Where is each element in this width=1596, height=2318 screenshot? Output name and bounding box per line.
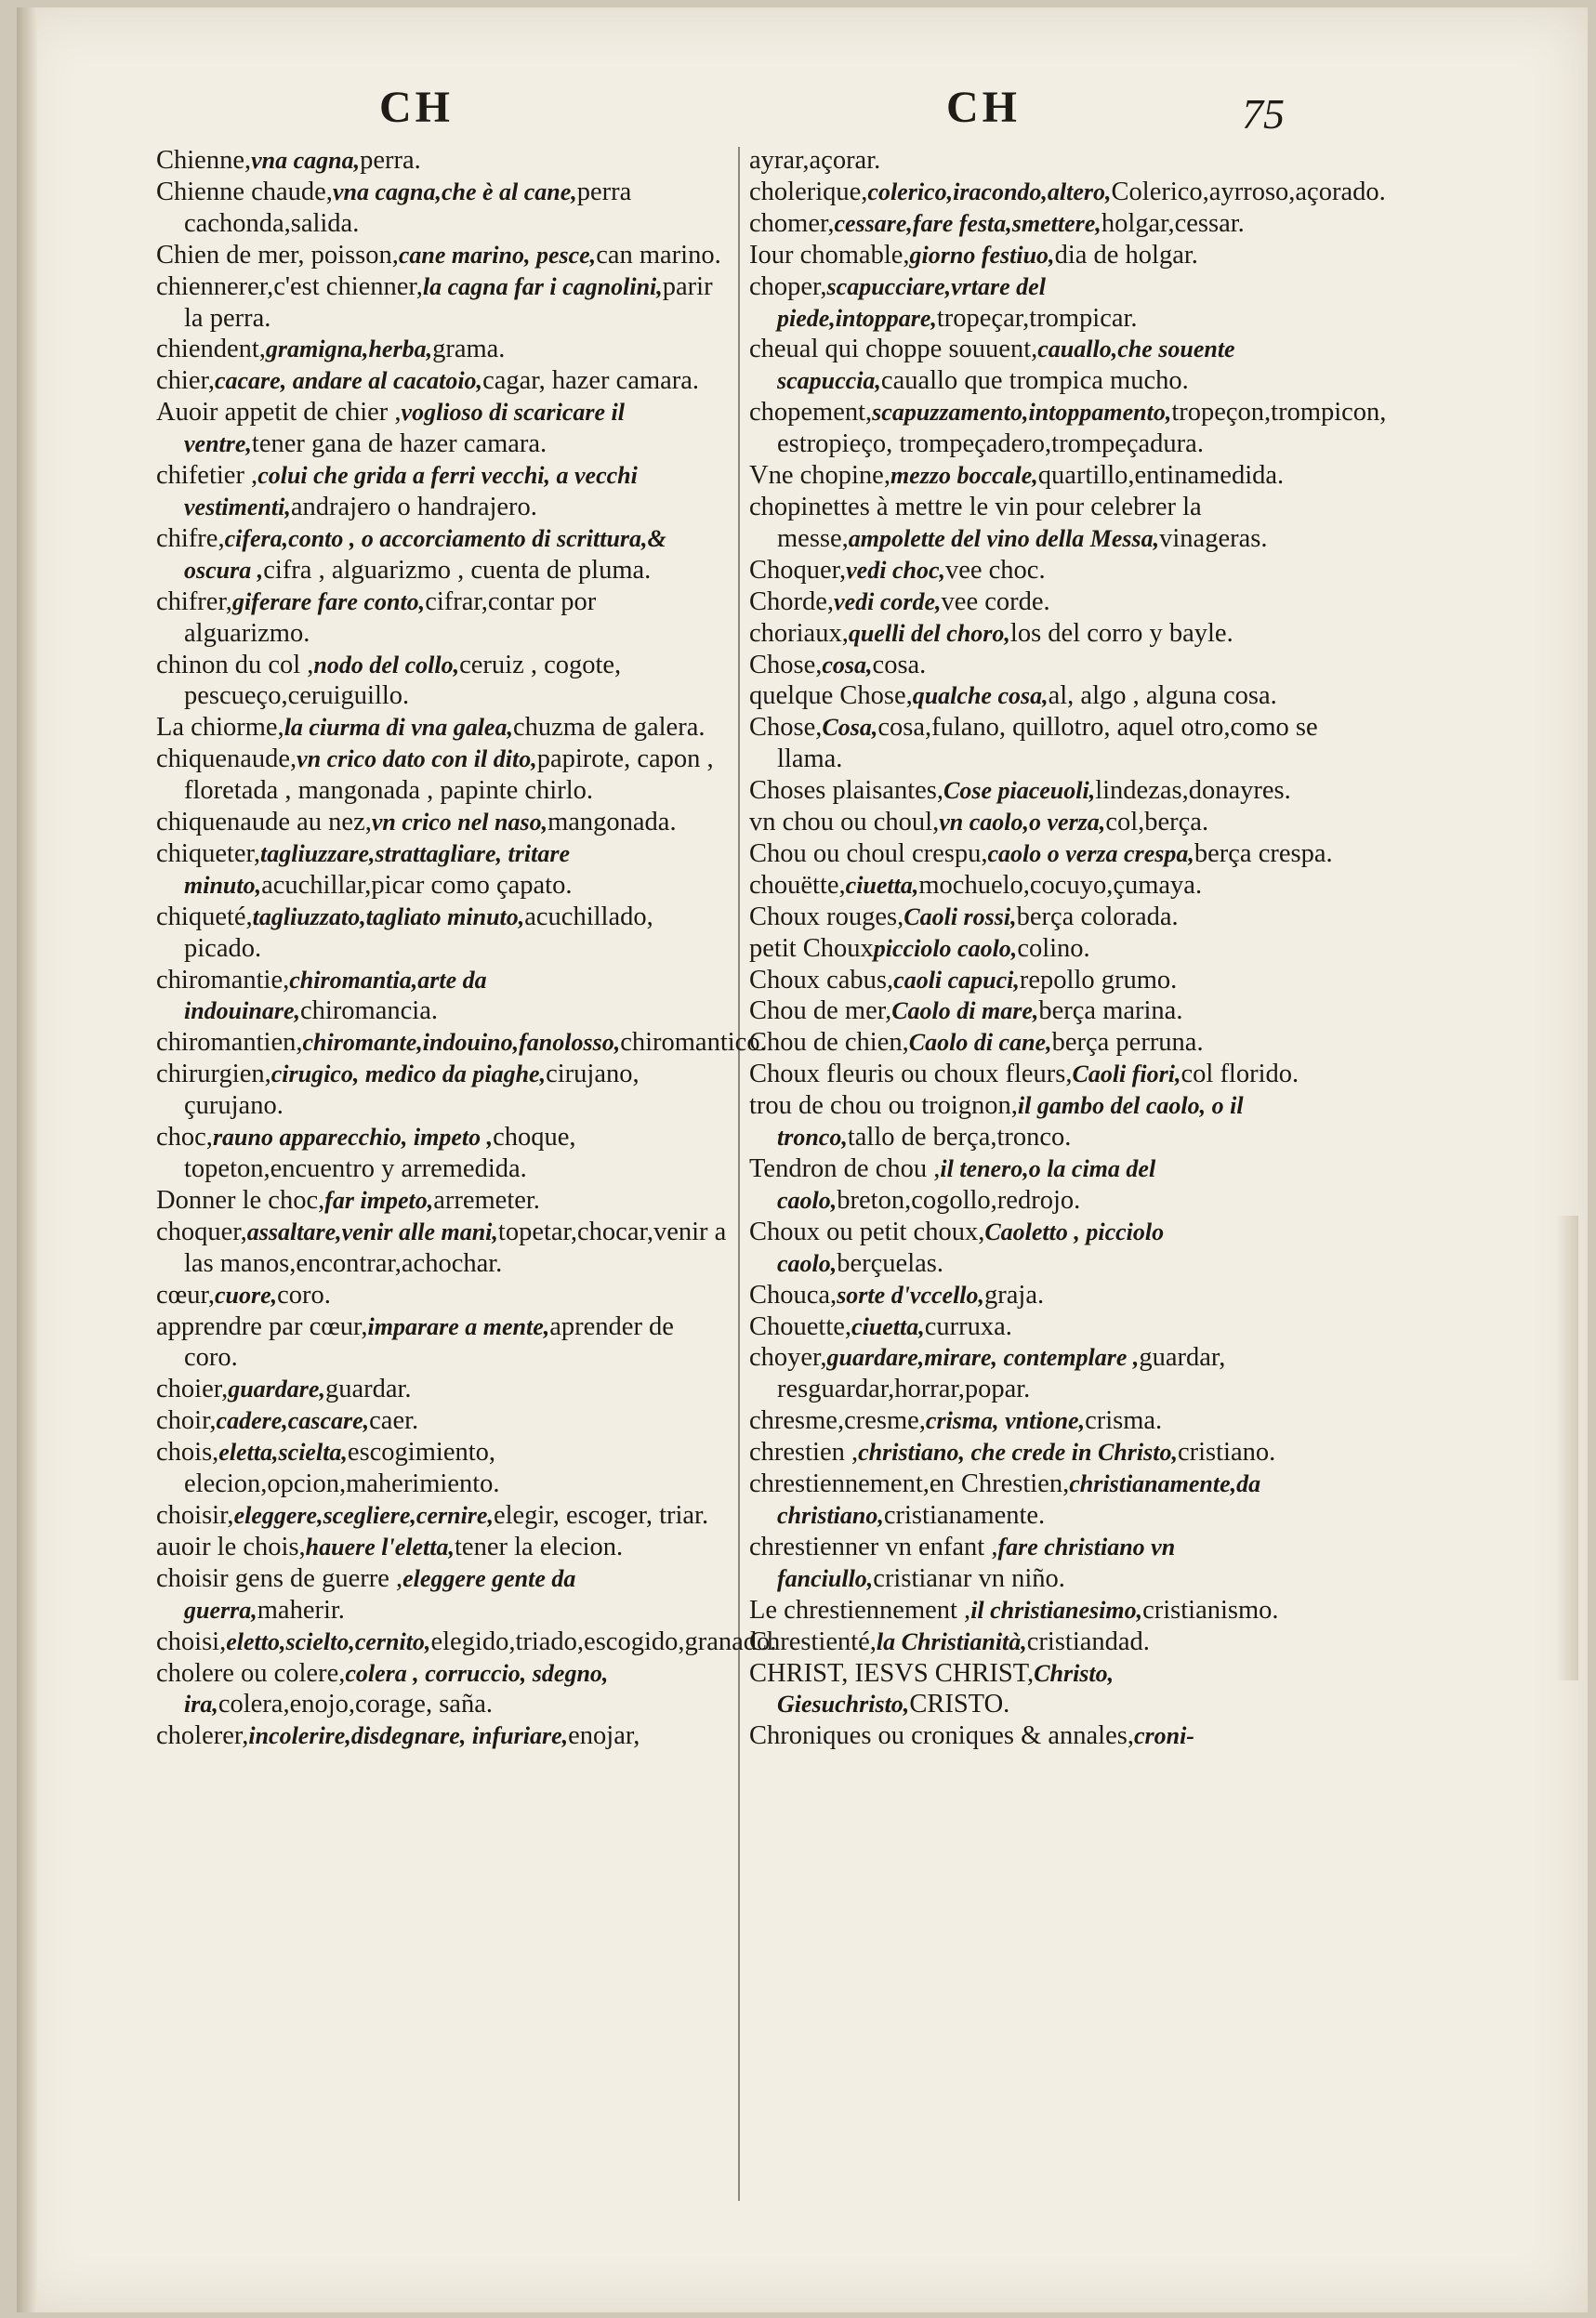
entry-french-term: chomer, bbox=[749, 208, 835, 238]
dictionary-entry bbox=[156, 145, 728, 177]
entry-spanish-gloss: tallo de berça,tronco. bbox=[847, 1123, 1072, 1152]
entry-spanish-gloss: crisma. bbox=[1085, 1406, 1163, 1436]
entry-italian-gloss: guardare, bbox=[228, 1376, 325, 1403]
entry-french-term: Chouca, bbox=[749, 1280, 838, 1310]
entry-french-term: chopinettes à mettre le vin pour celebrer la messe, bbox=[749, 492, 1202, 553]
dictionary-entry bbox=[749, 145, 1335, 177]
entry-french-term: Chou de chien, bbox=[749, 1028, 909, 1058]
dictionary-entry bbox=[749, 1027, 1335, 1059]
running-header bbox=[17, 82, 1588, 147]
entry-spanish-gloss: curruxa. bbox=[924, 1311, 1012, 1341]
entry-italian-gloss: christianamente,da christiano, bbox=[777, 1470, 1261, 1529]
entry-italian-gloss: caoli capuci, bbox=[893, 966, 1020, 994]
entry-italian-gloss: Cosa, bbox=[822, 714, 878, 742]
entry-italian-gloss: cifera,conto , o accorciamento di scrittura,& oscura , bbox=[184, 524, 666, 584]
entry-spanish-gloss: ceruiz , cogote, pescueço,ceruiguillo. bbox=[184, 650, 622, 711]
dictionary-entry bbox=[156, 965, 728, 1028]
dictionary-entry bbox=[156, 1059, 728, 1122]
page-number: 75 bbox=[1242, 90, 1285, 138]
entry-french-term: apprendre par cœur, bbox=[156, 1311, 368, 1341]
entry-french-term: Choux ou petit choux, bbox=[749, 1217, 985, 1246]
entry-french-term: chiromantie, bbox=[156, 965, 290, 994]
entry-french-term: chiquenaude au nez, bbox=[156, 808, 372, 837]
entry-italian-gloss: sorte d'vccello, bbox=[837, 1281, 985, 1309]
header-left-letters: CH bbox=[379, 83, 454, 132]
entry-french-term: choriaux, bbox=[749, 618, 849, 648]
entry-french-term: Chose, bbox=[749, 713, 823, 743]
entry-italian-gloss: cosa, bbox=[822, 651, 873, 678]
dictionary-entry bbox=[156, 902, 728, 965]
entry-italian-gloss: eletto,scielto,cernito, bbox=[226, 1627, 431, 1655]
dictionary-entry bbox=[156, 365, 728, 397]
entry-spanish-gloss: mangonada. bbox=[547, 808, 677, 837]
entry-italian-gloss: guardare,mirare, contemplare , bbox=[826, 1344, 1140, 1372]
entry-french-term: chifre, bbox=[156, 523, 225, 553]
entry-italian-gloss: vn crico dato con il dito, bbox=[297, 745, 537, 773]
entry-spanish-gloss: cosa. bbox=[872, 650, 927, 679]
dictionary-entry bbox=[749, 586, 1335, 618]
dictionary-entry bbox=[156, 397, 728, 460]
dictionary-entry bbox=[156, 712, 728, 744]
dictionary-entry bbox=[749, 902, 1335, 933]
entry-spanish-gloss: los del corro y bayle. bbox=[1009, 618, 1233, 648]
entry-spanish-gloss: vee choc. bbox=[944, 555, 1046, 585]
entry-italian-gloss: quelli del choro, bbox=[848, 619, 1010, 647]
entry-french-term: quelque Chose, bbox=[749, 681, 913, 711]
entry-french-term: choper, bbox=[749, 271, 827, 301]
entry-french-term: Le chrestiennement , bbox=[749, 1595, 971, 1625]
entry-italian-gloss: tagliuzzato,tagliato minuto, bbox=[252, 902, 525, 930]
entry-spanish-gloss: graja. bbox=[984, 1280, 1045, 1310]
dictionary-entry bbox=[749, 397, 1387, 460]
dictionary-entry bbox=[749, 838, 1335, 870]
entry-spanish-gloss: andrajero o handrajero. bbox=[290, 492, 537, 521]
dictionary-entry bbox=[749, 555, 1335, 586]
entry-french-term: Chienne chaude, bbox=[156, 177, 333, 206]
entry-italian-gloss: eletta,scielta, bbox=[218, 1439, 348, 1467]
entry-french-term: chiquenaude, bbox=[156, 744, 297, 774]
dictionary-entry bbox=[156, 1563, 728, 1627]
entry-spanish-gloss: cristiano. bbox=[1177, 1438, 1276, 1468]
entry-italian-gloss: christiano, che crede in Christo, bbox=[858, 1439, 1178, 1467]
entry-french-term: Chose, bbox=[749, 650, 823, 679]
entry-french-term: Choux cabus, bbox=[749, 965, 894, 994]
entry-french-term: chrestiennement,en Chrestien, bbox=[749, 1469, 1070, 1499]
dictionary-entry bbox=[749, 775, 1335, 807]
dictionary-entry bbox=[156, 334, 728, 365]
entry-spanish-gloss: cristianismo. bbox=[1142, 1595, 1279, 1625]
dictionary-entry bbox=[749, 492, 1335, 555]
dictionary-entry bbox=[156, 1280, 728, 1311]
entry-italian-gloss: Caolo di mare, bbox=[891, 997, 1039, 1025]
entry-italian-gloss: chiromante,indouino,fanolosso, bbox=[302, 1029, 621, 1057]
entry-french-term: CHRIST, IESVS CHRIST, bbox=[749, 1658, 1035, 1688]
dictionary-entry bbox=[749, 1627, 1335, 1658]
dictionary-entry bbox=[749, 1437, 1335, 1469]
dictionary-entry bbox=[156, 460, 728, 523]
entry-french-term: Chorde, bbox=[749, 586, 835, 616]
entry-spanish-gloss: berça crespa. bbox=[1194, 838, 1333, 868]
entry-spanish-gloss: cristianamente. bbox=[883, 1500, 1046, 1530]
dictionary-entry bbox=[156, 650, 728, 713]
entry-italian-gloss: assaltare,venir alle mani, bbox=[246, 1218, 498, 1245]
entry-spanish-gloss: can marino. bbox=[596, 240, 721, 270]
dictionary-entry bbox=[749, 807, 1335, 838]
entry-italian-gloss: vedi corde, bbox=[834, 587, 942, 615]
entry-italian-gloss: cuore, bbox=[214, 1281, 278, 1309]
entry-spanish-gloss: tener gana de hazer camara. bbox=[251, 429, 547, 459]
entry-french-term: chouëtte, bbox=[749, 870, 846, 900]
entry-italian-gloss: Caoli fiori, bbox=[1072, 1060, 1181, 1088]
entry-spanish-gloss: dia de holgar. bbox=[1054, 240, 1198, 270]
entry-italian-gloss: vna cagna,che è al cane, bbox=[332, 178, 577, 205]
entry-spanish-gloss: breton,cogollo,redrojo. bbox=[837, 1185, 1081, 1215]
dictionary-entry bbox=[749, 1311, 1335, 1343]
entry-french-term: Choses plaisantes, bbox=[749, 776, 943, 806]
entry-spanish-gloss: cosa,fulano, quillotro, aquel otro,como se llama. bbox=[777, 713, 1318, 774]
entry-spanish-gloss: caer. bbox=[369, 1406, 419, 1436]
entry-italian-gloss: colera , corruccio, sdegno, ira, bbox=[184, 1659, 609, 1719]
dictionary-entry bbox=[749, 680, 1335, 712]
entry-spanish-gloss: acuchillado, picado. bbox=[184, 902, 653, 963]
entry-italian-gloss: imparare a mente, bbox=[367, 1312, 550, 1340]
entry-french-term: Choux rouges, bbox=[749, 902, 904, 931]
entry-italian-gloss: Christo, Giesuchristo, bbox=[777, 1659, 1115, 1719]
entry-italian-gloss: il christianesimo, bbox=[970, 1596, 1143, 1624]
dictionary-entry bbox=[156, 177, 728, 240]
entry-spanish-gloss: cauallo que trompica mucho. bbox=[880, 366, 1189, 396]
entry-french-term: chrestien , bbox=[749, 1438, 859, 1468]
entry-spanish-gloss: lindezas,donayres. bbox=[1095, 776, 1291, 806]
entry-french-term: choc, bbox=[156, 1123, 213, 1152]
entry-spanish-gloss: perra. bbox=[360, 146, 421, 175]
entry-spanish-gloss: elegir, escoger, triar. bbox=[493, 1500, 709, 1530]
entry-italian-gloss: cadere,cascare, bbox=[216, 1407, 370, 1435]
dictionary-entry bbox=[749, 1405, 1335, 1437]
entry-french-term: cheual qui choppe souuent, bbox=[749, 335, 1038, 364]
entry-french-term: choisir gens de guerre , bbox=[156, 1563, 403, 1593]
entry-spanish-gloss: aprender de coro. bbox=[184, 1311, 674, 1373]
entry-french-term: Chou de mer, bbox=[749, 996, 892, 1026]
entry-italian-gloss: qualche cosa, bbox=[912, 682, 1049, 710]
entry-spanish-gloss: parir la perra. bbox=[184, 271, 713, 333]
entry-french-term: auoir le chois, bbox=[156, 1532, 306, 1561]
entry-italian-gloss: caolo o verza crespa, bbox=[987, 839, 1194, 867]
entry-italian-gloss: vna cagna, bbox=[251, 147, 361, 174]
entry-italian-gloss: scapucciare,vrtare del piede,intoppare, bbox=[777, 272, 1046, 332]
entry-italian-gloss: cauallo,che souente scapuccia, bbox=[777, 336, 1235, 395]
entry-spanish-gloss: vinageras. bbox=[1159, 523, 1268, 553]
entry-spanish-gloss: cristianar vn niño. bbox=[873, 1563, 1065, 1593]
entry-italian-gloss: ampolette del vino della Messa, bbox=[848, 524, 1160, 552]
entry-spanish-gloss: topetar,chocar,venir a las manos,encontrar,achochar. bbox=[184, 1217, 727, 1278]
entry-french-term: cholerer, bbox=[156, 1721, 249, 1751]
entry-french-term: Chienne, bbox=[156, 146, 252, 175]
entry-spanish-gloss: Colerico,ayrroso,açorado. bbox=[1111, 177, 1386, 206]
entry-spanish-gloss: cristiandad. bbox=[1026, 1627, 1150, 1656]
dictionary-entry bbox=[749, 995, 1335, 1027]
dictionary-entry bbox=[156, 240, 728, 271]
entry-italian-gloss: cacare, andare al cacatoio, bbox=[214, 367, 483, 395]
entry-italian-gloss: croni- bbox=[1133, 1722, 1194, 1750]
entry-spanish-gloss: chiromancia. bbox=[300, 996, 438, 1026]
entry-spanish-gloss: repollo grumo. bbox=[1019, 965, 1178, 994]
entry-french-term: chiqueté, bbox=[156, 902, 253, 931]
entry-italian-gloss: Caoletto , picciolo caolo, bbox=[777, 1218, 1165, 1277]
dictionary-entry bbox=[156, 523, 728, 586]
entry-french-term: cholerique, bbox=[749, 177, 868, 206]
entry-spanish-gloss: cifra , alguarizmo , cuenta de pluma. bbox=[263, 555, 652, 585]
dictionary-entry bbox=[749, 933, 1335, 965]
entry-italian-gloss: hauere l'eletta, bbox=[305, 1533, 455, 1561]
dictionary-entry bbox=[749, 271, 1335, 335]
entry-spanish-gloss: berça perruna. bbox=[1051, 1028, 1204, 1058]
entry-french-term: Vne chopine, bbox=[749, 461, 890, 491]
dictionary-entry bbox=[156, 1500, 728, 1532]
entry-italian-gloss: ciuetta, bbox=[845, 871, 919, 899]
entry-italian-gloss: nodo del collo, bbox=[313, 651, 460, 678]
entry-french-term: Chrestienté, bbox=[749, 1627, 877, 1656]
dictionary-entry bbox=[156, 1374, 728, 1405]
entry-spanish-gloss: col florido. bbox=[1181, 1060, 1299, 1089]
dictionary-entry bbox=[749, 240, 1335, 271]
entry-french-term: trou de chou ou troignon, bbox=[749, 1091, 1018, 1121]
entry-french-term: Chien de mer, poisson, bbox=[156, 240, 399, 270]
entry-italian-gloss: Cose piaceuoli, bbox=[943, 777, 1096, 805]
entry-french-term: La chiorme, bbox=[156, 713, 284, 743]
dictionary-entry bbox=[749, 870, 1335, 902]
entry-spanish-gloss: holgar,cessar. bbox=[1101, 208, 1245, 238]
dictionary-entry bbox=[749, 460, 1335, 492]
left-column bbox=[156, 145, 777, 1752]
entry-italian-gloss: crisma, vntione, bbox=[925, 1407, 1086, 1435]
right-column bbox=[749, 145, 1387, 1752]
entry-italian-gloss: vedi choc, bbox=[846, 556, 945, 584]
entry-italian-gloss: il tenero,o la cima del caolo, bbox=[777, 1155, 1156, 1214]
entry-italian-gloss: Caolo di cane, bbox=[908, 1029, 1052, 1057]
entry-french-term: cholere ou colere, bbox=[156, 1658, 346, 1688]
entry-spanish-gloss: escogimiento, elecion,opcion,maherimiento. bbox=[184, 1438, 500, 1499]
entry-spanish-gloss: vee corde. bbox=[941, 586, 1050, 616]
entry-spanish-gloss: coro. bbox=[277, 1280, 331, 1310]
dictionary-entry bbox=[749, 1280, 1335, 1311]
entry-spanish-gloss: maherir. bbox=[257, 1595, 345, 1625]
entry-french-term: choier, bbox=[156, 1375, 229, 1404]
entry-french-term: chirurgien, bbox=[156, 1060, 271, 1089]
dictionary-entry bbox=[156, 586, 728, 650]
dictionary-entry bbox=[749, 1217, 1335, 1280]
entry-french-term: chiendent, bbox=[156, 335, 266, 364]
entry-french-term: Auoir appetit de chier , bbox=[156, 398, 402, 428]
entry-spanish-gloss: elegido,triado,escogido,granado. bbox=[430, 1627, 777, 1656]
dictionary-entry bbox=[156, 1658, 728, 1721]
entry-french-term: Donner le choc, bbox=[156, 1185, 325, 1215]
entry-spanish-gloss: colino. bbox=[1017, 933, 1090, 963]
dictionary-entry bbox=[156, 1217, 728, 1280]
entry-spanish-gloss: chuzma de galera. bbox=[512, 713, 706, 743]
entry-french-term: chiqueter, bbox=[156, 838, 261, 868]
entry-french-term: Tendron de chou , bbox=[749, 1154, 941, 1183]
entry-italian-gloss: eleggere,scegliere,cernire, bbox=[233, 1501, 494, 1529]
entry-french-term: cœur, bbox=[156, 1280, 215, 1310]
entry-italian-gloss: incolerire,disdegnare, infuriare, bbox=[248, 1722, 569, 1750]
dictionary-entry bbox=[749, 1658, 1335, 1721]
entry-spanish-gloss: chiromantico. bbox=[620, 1028, 767, 1058]
entry-french-term: Chroniques ou croniques & annales, bbox=[749, 1721, 1134, 1751]
entry-spanish-gloss: grama. bbox=[432, 335, 506, 364]
dictionary-entry bbox=[156, 838, 728, 902]
entry-spanish-gloss: enojar, bbox=[568, 1721, 640, 1751]
entry-spanish-gloss: quartillo,entinamedida. bbox=[1037, 461, 1285, 491]
dictionary-entry bbox=[156, 744, 728, 807]
entry-french-term: petit Choux bbox=[749, 933, 874, 963]
dictionary-entry bbox=[156, 1532, 728, 1563]
entry-french-term: Choquer, bbox=[749, 555, 847, 585]
entry-spanish-gloss: al, algo , alguna cosa. bbox=[1048, 681, 1277, 711]
entry-french-term: Chou ou choul crespu, bbox=[749, 838, 988, 868]
entry-french-term: chifrer, bbox=[156, 586, 232, 616]
entry-french-term: chiromantien, bbox=[156, 1028, 303, 1058]
entry-italian-gloss: cirugico, medico da piaghe, bbox=[270, 1060, 547, 1088]
entry-french-term: Choux fleuris ou choux fleurs, bbox=[749, 1060, 1073, 1089]
entry-italian-gloss: giferare fare conto, bbox=[231, 587, 426, 615]
dictionary-entry bbox=[749, 1469, 1335, 1532]
entry-spanish-gloss: tropeçar,trompicar. bbox=[936, 303, 1138, 333]
entry-spanish-gloss: berça colorada. bbox=[1016, 902, 1179, 931]
page-edge-stain bbox=[1556, 1216, 1578, 1680]
dictionary-entry bbox=[749, 177, 1386, 208]
entry-french-term: choisi, bbox=[156, 1627, 227, 1656]
entry-italian-gloss: vn crico nel naso, bbox=[371, 809, 548, 836]
dictionary-page bbox=[17, 7, 1588, 2312]
entry-italian-gloss: ciuetta, bbox=[851, 1312, 925, 1340]
entry-french-term: chier, bbox=[156, 366, 215, 396]
entry-italian-gloss: far impeto, bbox=[324, 1186, 434, 1214]
dictionary-entry bbox=[156, 1185, 728, 1217]
entry-italian-gloss: giorno festiuo, bbox=[909, 241, 1055, 269]
entry-italian-gloss: picciolo caolo, bbox=[873, 934, 1018, 962]
entry-italian-gloss: la ciurma di vna galea, bbox=[284, 714, 513, 742]
entry-italian-gloss: il gambo del caolo, o il tronco, bbox=[777, 1092, 1244, 1152]
entry-spanish-gloss: arremeter. bbox=[433, 1185, 540, 1215]
entry-french-term: chiennerer,c'est chienner, bbox=[156, 271, 423, 301]
dictionary-entry bbox=[749, 618, 1335, 650]
entry-french-term: choquer, bbox=[156, 1217, 247, 1246]
dictionary-entry bbox=[749, 1532, 1335, 1595]
dictionary-entry bbox=[749, 1342, 1335, 1405]
entry-italian-gloss: gramigna,herba, bbox=[265, 336, 433, 363]
entry-italian-gloss: voglioso di scaricare il ventre, bbox=[184, 399, 626, 458]
dictionary-entry bbox=[156, 1027, 767, 1059]
dictionary-entry bbox=[749, 1153, 1335, 1217]
entry-italian-gloss: colerico,iracondo,altero, bbox=[867, 178, 1112, 205]
dictionary-entry bbox=[156, 807, 728, 838]
dictionary-entry bbox=[156, 1720, 728, 1752]
entry-spanish-gloss: tener la elecion. bbox=[455, 1532, 624, 1561]
dictionary-entry bbox=[156, 1311, 728, 1375]
entry-french-term: chrestienner vn enfant , bbox=[749, 1532, 998, 1561]
entry-french-term: choisir, bbox=[156, 1500, 234, 1530]
entry-spanish-gloss: cagar, hazer camara. bbox=[482, 366, 700, 396]
entry-italian-gloss: cane marino, pesce, bbox=[398, 241, 597, 269]
entry-italian-gloss: tagliuzzare,strattagliare, tritare minuto, bbox=[184, 839, 571, 899]
dictionary-entry bbox=[749, 712, 1335, 775]
entry-spanish-gloss: perra cachonda,salida. bbox=[184, 177, 632, 238]
entry-italian-gloss: chiromantia,arte da indouinare, bbox=[184, 966, 487, 1025]
entry-spanish-gloss: guardar, resguardar,horrar,popar. bbox=[777, 1343, 1226, 1404]
header-right-letters: CH bbox=[946, 83, 1021, 132]
entry-italian-gloss: fare christiano vn fanciullo, bbox=[777, 1533, 1176, 1592]
dictionary-entry bbox=[156, 1122, 728, 1185]
entry-spanish-gloss: colera,enojo,corage, saña. bbox=[218, 1690, 493, 1719]
entry-french-term: chopement, bbox=[749, 398, 873, 428]
dictionary-entry bbox=[156, 271, 728, 335]
entry-french-term: choir, bbox=[156, 1406, 217, 1436]
dictionary-entry bbox=[749, 1720, 1335, 1752]
dictionary-entry bbox=[749, 208, 1335, 240]
dictionary-entry bbox=[749, 334, 1335, 397]
entry-french-term: chinon du col , bbox=[156, 650, 314, 679]
dictionary-entry bbox=[156, 1405, 728, 1437]
dictionary-entry bbox=[749, 650, 1335, 681]
dictionary-entry bbox=[749, 965, 1335, 996]
entry-italian-gloss: colui che grida a ferri vecchi, a vecchi vestimenti, bbox=[184, 462, 638, 520]
entry-spanish-gloss: tropeçon,trompicon, estropieço, trompeçadero,trompeçadura. bbox=[777, 398, 1387, 459]
column-divider bbox=[738, 147, 740, 2201]
entry-spanish-gloss: acuchillar,picar como çapato. bbox=[261, 870, 573, 900]
entry-spanish-gloss: mochuelo,cocuyo,çumaya. bbox=[918, 870, 1203, 900]
entry-spanish-gloss: choque, topeton,encuentro y arremedida. bbox=[184, 1123, 576, 1183]
entry-french-term: Iour chomable, bbox=[749, 240, 910, 270]
entry-spanish-gloss: col,berça. bbox=[1105, 808, 1209, 837]
entry-italian-gloss: scapuzzamento,intoppamento, bbox=[872, 399, 1172, 427]
entry-italian-gloss: mezzo boccale, bbox=[890, 462, 1038, 490]
dictionary-entry bbox=[156, 1627, 777, 1658]
entry-italian-gloss: la Christianità, bbox=[876, 1627, 1027, 1655]
entry-spanish-gloss: cirujano, çurujano. bbox=[184, 1060, 640, 1121]
entry-french-term: Chouette, bbox=[749, 1311, 852, 1341]
entry-spanish-gloss: ayrar,açorar. bbox=[749, 146, 881, 175]
page-binding-edge bbox=[17, 7, 37, 2312]
entry-italian-gloss: Caoli rossi, bbox=[904, 902, 1017, 930]
entry-french-term: chifetier , bbox=[156, 461, 258, 491]
entry-spanish-gloss: berçuelas. bbox=[837, 1248, 943, 1278]
entry-spanish-gloss: guardar. bbox=[324, 1375, 412, 1404]
entry-italian-gloss: la cagna far i cagnolini, bbox=[422, 272, 663, 300]
entry-french-term: vn chou ou choul, bbox=[749, 808, 940, 837]
entry-french-term: chois, bbox=[156, 1438, 219, 1468]
entry-italian-gloss: cessare,fare festa,smettere, bbox=[834, 209, 1101, 237]
entry-spanish-gloss: papirote, capon , floretada , mangonada , papinte chirlo. bbox=[184, 744, 714, 806]
dictionary-entry bbox=[156, 1437, 728, 1500]
dictionary-entry bbox=[749, 1595, 1335, 1627]
entry-italian-gloss: eleggere gente da guerra, bbox=[184, 1564, 576, 1624]
entry-spanish-gloss: CRISTO. bbox=[909, 1690, 1010, 1719]
entry-italian-gloss: rauno apparecchio, impeto , bbox=[212, 1124, 494, 1152]
entry-spanish-gloss: berça marina. bbox=[1038, 996, 1183, 1026]
entry-french-term: chresme,cresme, bbox=[749, 1406, 926, 1436]
entry-spanish-gloss: cifrar,contar por alguarizmo. bbox=[184, 586, 597, 648]
dictionary-entry bbox=[749, 1059, 1335, 1090]
entry-italian-gloss: vn caolo,o verza, bbox=[939, 809, 1106, 836]
dictionary-entry bbox=[749, 1090, 1335, 1153]
entry-french-term: choyer, bbox=[749, 1343, 827, 1373]
